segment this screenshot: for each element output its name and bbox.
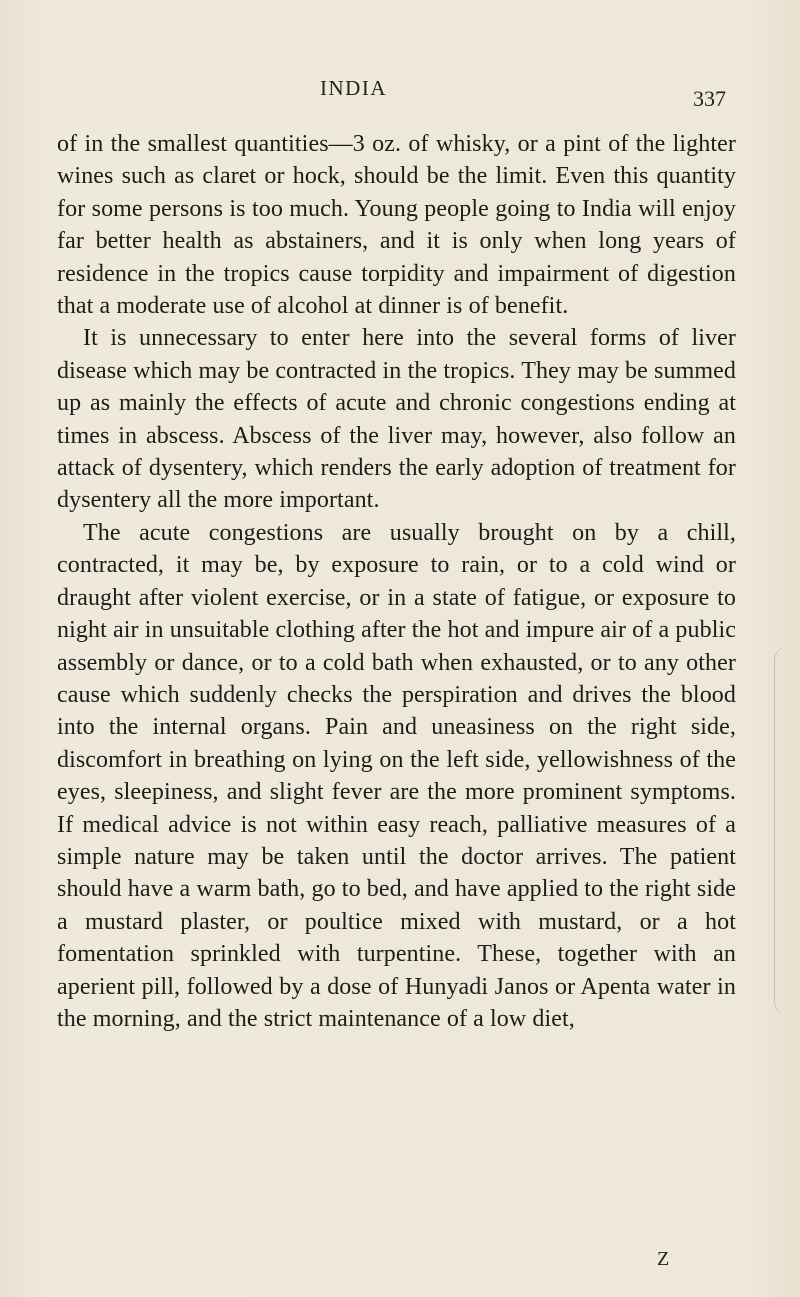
paragraph-1: of in the smallest quantities—3 oz. of whisky, or a pint of the lighter wines such as claret or hock, should be the limit. Even this quantity for some persons is too much. Young people going to India will enjoy far better health as abstainers, and it is only when long years of residence in the tropics cause torpidity and impairment of digestion that a moderate use of alcohol at dinner is of benefit. (57, 131, 736, 320)
margin-shadow (774, 646, 789, 1016)
running-head: INDIA (320, 76, 387, 100)
paragraph-3: The acute congestions are usually brought on by a chill, contracted, it may be, by exposure to rain, or to a cold wind or draught after violent exercise, or in a state of fatigue, or exposure to night air in unsuitable clothing after the hot and impure air of a public assembly or dance, or to a cold bath when exhausted, or to any other cause which suddenly checks the perspiration and drives the blood into the internal organs. Pain and uneasiness on the right side, discomfort in breathing on lying on the left side, yellowishness of the eyes, sleepiness, and slight fever are the more prominent symptoms. If medical advice is not within easy reach, palliative measures of a simple nature may be taken until the doctor arrives. The patient should have a warm bath, go to bed, and have applied to the right side a mustard plaster, or poultice mixed with mustard, or a hot fomentation sprinkled with turpentine. These, together with an aperient pill, followed by a dose of Hunyadi Janos or Apenta water in the morning, and the strict maintenance of a low diet, (57, 519, 736, 1032)
page-number: 337 (693, 86, 726, 111)
body-text (57, 128, 736, 1035)
signature-mark: Z (657, 1248, 670, 1270)
paragraph-2: It is unnecessary to enter here into the several forms of liver disease which may be contracted in the tropics. They may be summed up as mainly the effects of acute and chronic congestions ending at times in abscess. Abscess of the liver may, however, also follow an attack of dysentery, which renders the early adoption of treatment for dysentery all the more important. (57, 325, 736, 514)
